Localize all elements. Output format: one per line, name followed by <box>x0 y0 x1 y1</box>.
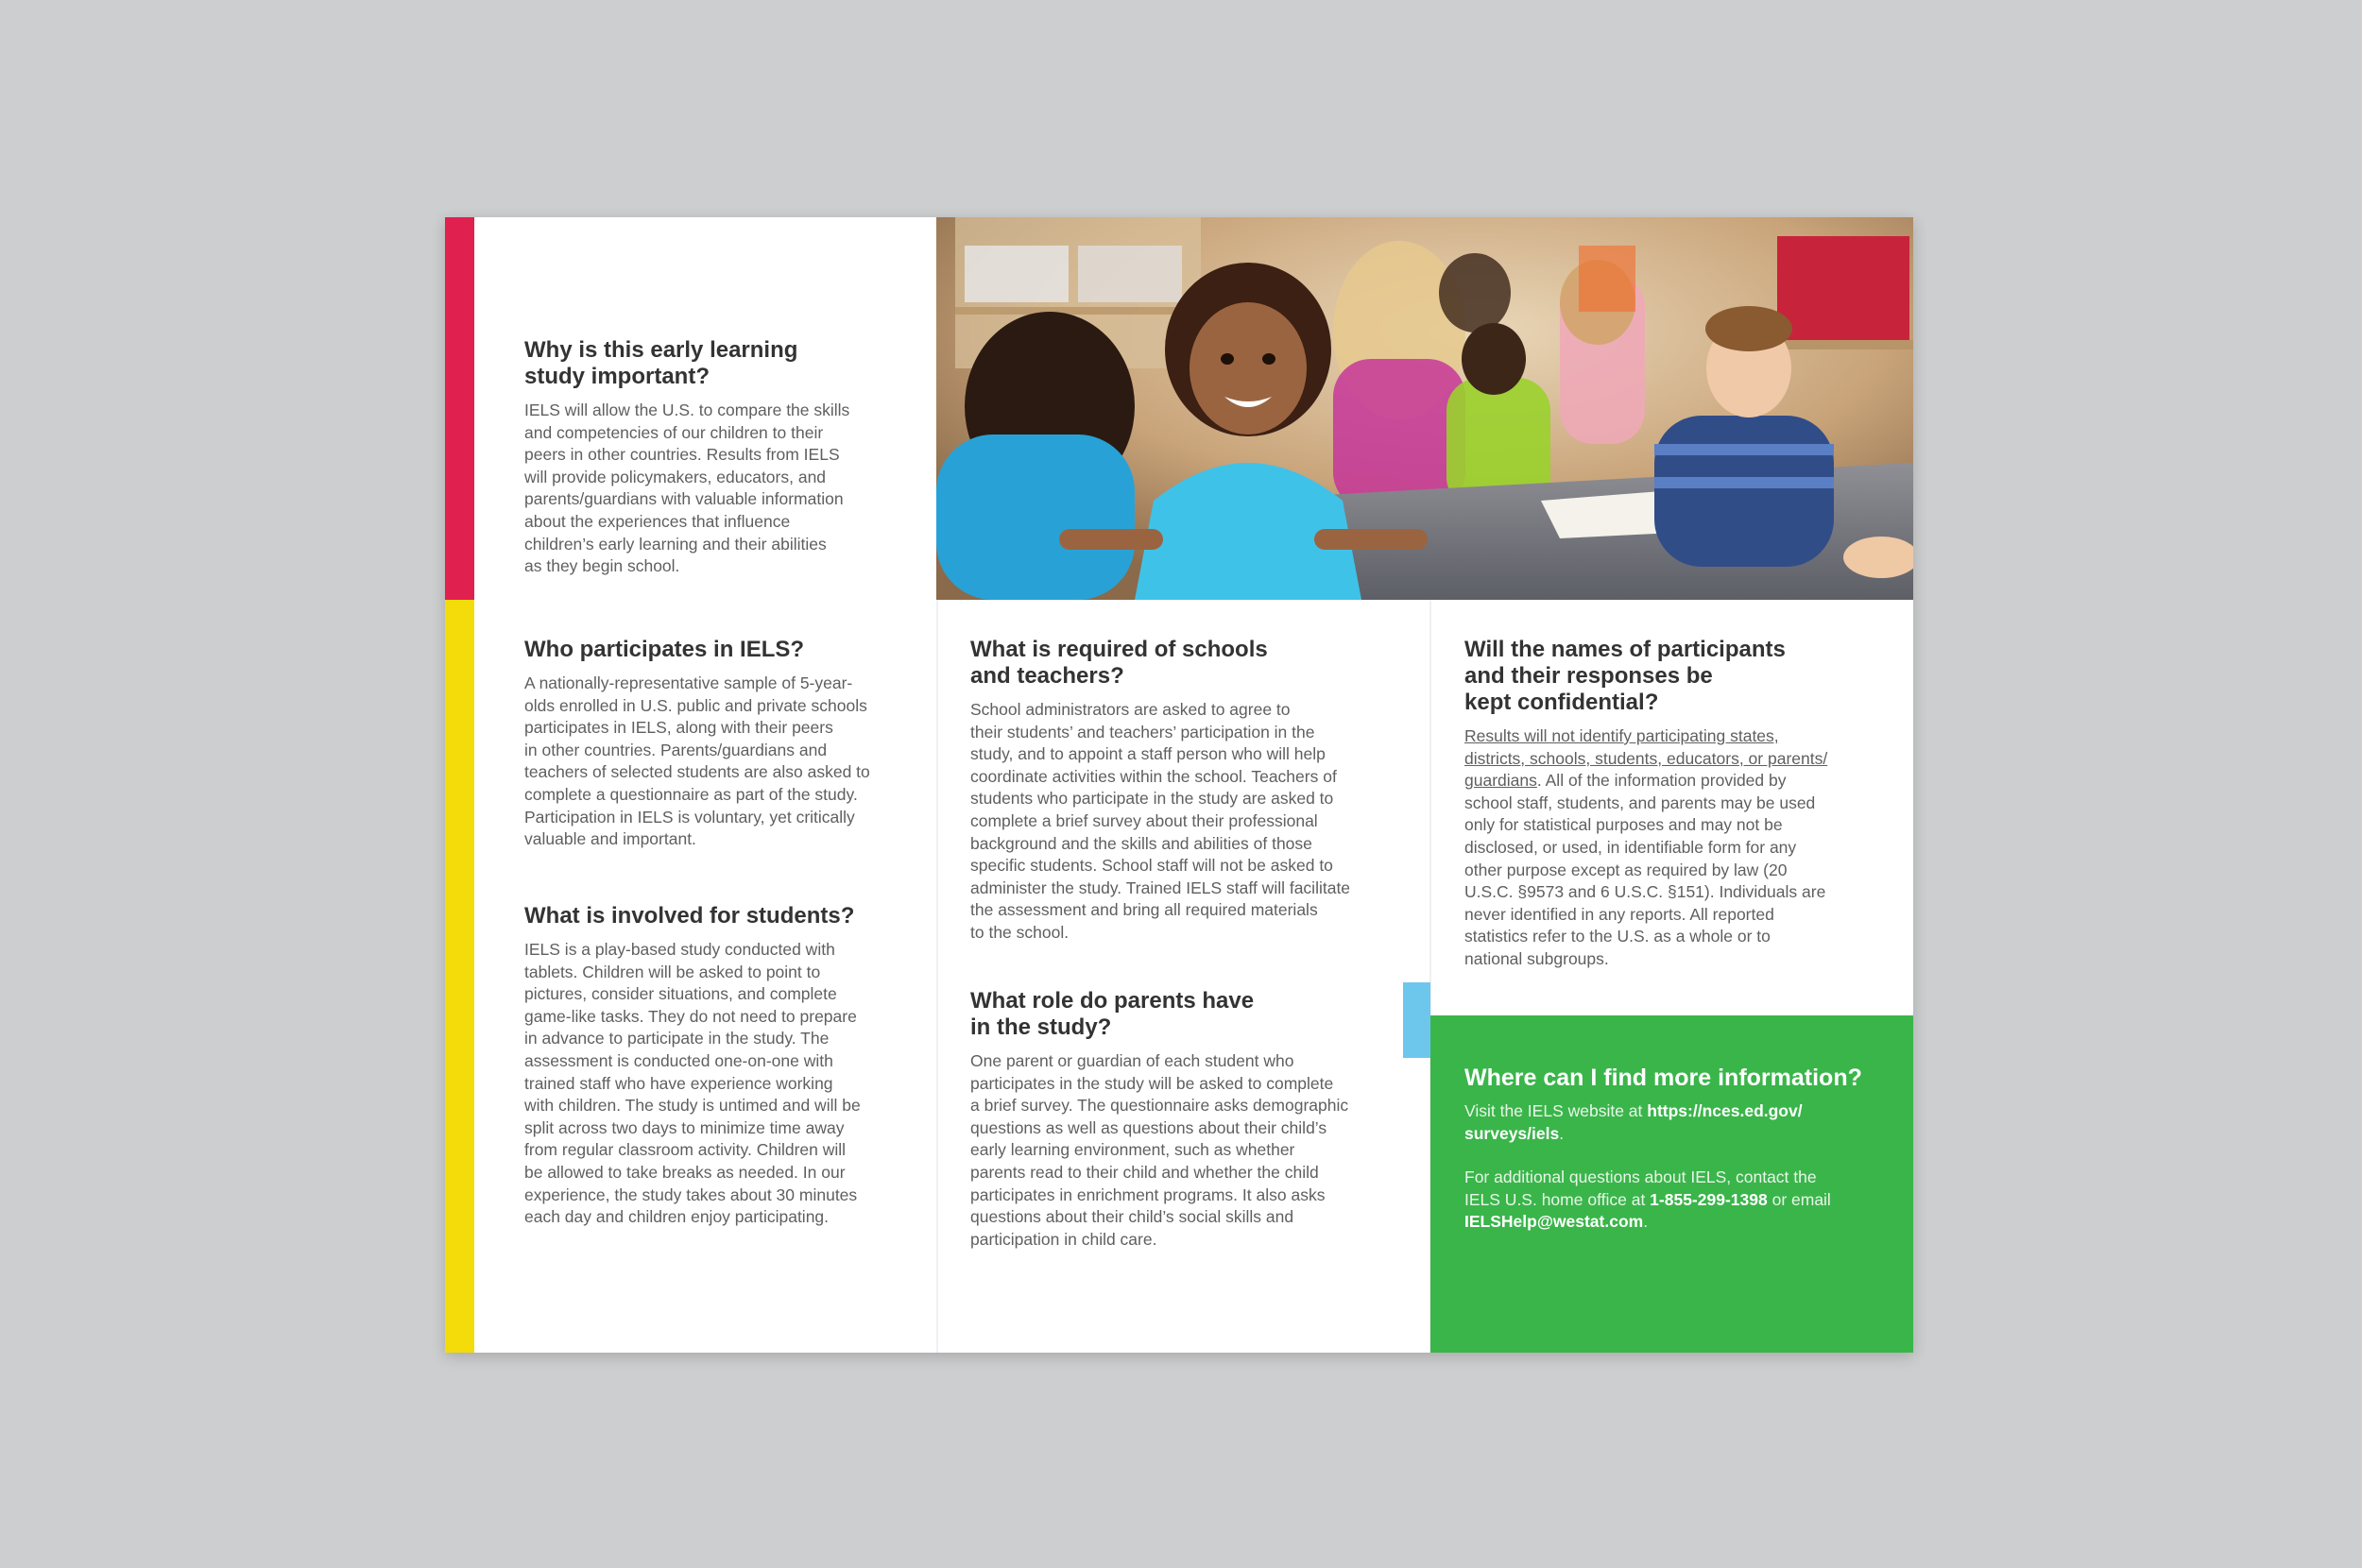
section-schools <box>970 637 1405 945</box>
body-line: children’s early learning and their abilities <box>524 534 827 554</box>
body-line: complete a questionnaire as part of the study. <box>524 784 858 804</box>
info-box <box>1430 1015 1913 1353</box>
body-line: participates in IELS, along with their peers <box>524 718 833 738</box>
website-link[interactable]: https://nces.ed.gov/ <box>1647 1101 1803 1120</box>
section-info <box>1464 1065 1899 1234</box>
body-line: A nationally-representative sample of 5-year- <box>524 673 853 692</box>
heading-line: Why is this early learning <box>524 337 798 363</box>
students-heading: What is involved for students? <box>524 903 855 929</box>
body-line: pictures, consider situations, and complete <box>524 984 837 1004</box>
body-line: coordinate activities within the school. Teachers of <box>970 766 1337 786</box>
body-line: questions as well as questions about their child’s <box>970 1117 1327 1137</box>
body-line: olds enrolled in U.S. public and private schools <box>524 695 867 715</box>
body-line: and competencies of our children to their <box>524 422 824 442</box>
heading-line: kept confidential? <box>1464 690 1659 715</box>
importance-body <box>524 400 921 578</box>
body-line: One parent or guardian of each student who <box>970 1051 1294 1070</box>
body-line: valuable and important. <box>524 829 696 849</box>
body-line: School administrators are asked to agree to <box>970 700 1291 719</box>
body-line: . All of the information provided by <box>1536 771 1787 791</box>
body-line: other purpose except as required by law (20 <box>1464 860 1788 879</box>
body-line: For additional questions about IELS, contact the <box>1464 1167 1817 1187</box>
body-line: teachers of selected students are also asked to <box>524 762 870 782</box>
body-line: complete a brief survey about their professional <box>970 810 1318 830</box>
underlined-line: districts, schools, students, educators, or parents/ <box>1464 748 1828 768</box>
confidential-body <box>1464 725 1899 971</box>
body-line: U.S.C. §9573 and 6 U.S.C. §151). Individuals are <box>1464 882 1826 902</box>
body-line: with children. The study is untimed and will be <box>524 1096 861 1116</box>
heading-line: and their responses be <box>1464 663 1713 689</box>
heading-line: and teachers? <box>970 663 1124 689</box>
underlined-line: Results will not identify participating states, <box>1464 726 1779 745</box>
section-confidential <box>1464 637 1899 971</box>
body-line: national subgroups. <box>1464 948 1609 968</box>
body-line: Participation in IELS is voluntary, yet critically <box>524 807 855 827</box>
heading-line: What role do parents have <box>970 988 1255 1014</box>
info-contact <box>1464 1167 1899 1234</box>
body-line: as they begin school. <box>524 556 680 576</box>
body-text: . <box>1643 1212 1649 1232</box>
schools-body <box>970 699 1405 945</box>
body-line: each day and children enjoy participating. <box>524 1207 830 1227</box>
section-participants <box>524 637 921 851</box>
body-line: participation in child care. <box>970 1229 1157 1249</box>
body-line: background and the skills and abilities of those <box>970 833 1312 853</box>
body-line: in other countries. Parents/guardians and <box>524 740 828 759</box>
body-line: students who participate in the study are asked to <box>970 789 1334 809</box>
body-line: split across two days to minimize time away <box>524 1117 845 1137</box>
body-line: only for statistical purposes and may not be <box>1464 815 1783 835</box>
confidential-heading <box>1464 637 1899 716</box>
body-line: school staff, students, and parents may be used <box>1464 793 1816 812</box>
body-line: the assessment and bring all required materials <box>970 900 1318 920</box>
body-line: IELS is a play-based study conducted with <box>524 940 835 959</box>
body-line: IELS will allow the U.S. to compare the skills <box>524 401 850 419</box>
body-line: statistics refer to the U.S. as a whole or to <box>1464 927 1771 946</box>
red-accent-strip <box>445 217 474 600</box>
participants-heading: Who participates in IELS? <box>524 637 805 662</box>
body-line: their students’ and teachers’ participation in the <box>970 722 1315 741</box>
body-line: participates in the study will be asked to complete <box>970 1073 1334 1093</box>
body-line: parents/guardians with valuable information <box>524 489 844 509</box>
section-parents <box>970 988 1405 1251</box>
body-line: specific students. School staff will not be asked to <box>970 856 1333 876</box>
body-line: never identified in any reports. All reported <box>1464 904 1774 924</box>
body-line: administer the study. Trained IELS staff will facilitate <box>970 878 1351 897</box>
body-line: early learning environment, such as whether <box>970 1140 1295 1160</box>
classroom-children-photo <box>936 217 1913 600</box>
info-heading: Where can I find more information? <box>1464 1065 1862 1091</box>
body-text: Visit the IELS website at <box>1464 1101 1648 1120</box>
body-line: game-like tasks. They do not need to prepare <box>524 1006 857 1026</box>
heading-line: study important? <box>524 364 710 389</box>
section-students <box>524 903 921 1229</box>
schools-heading <box>970 637 1405 690</box>
body-text: IELS U.S. home office at <box>1464 1189 1651 1209</box>
email-link[interactable]: IELSHelp@westat.com <box>1464 1212 1644 1232</box>
brochure-page <box>445 217 1913 1353</box>
body-line: tablets. Children will be asked to point to <box>524 962 821 981</box>
body-line: questions about their child’s social skills and <box>970 1207 1294 1227</box>
students-body <box>524 939 921 1229</box>
body-text: or email <box>1767 1189 1831 1209</box>
body-line: trained staff who have experience working <box>524 1073 833 1093</box>
body-line: parents read to their child and whether the child <box>970 1162 1319 1182</box>
section-importance <box>524 337 921 578</box>
underlined-word: guardians <box>1464 771 1537 791</box>
heading-line: What is required of schools <box>970 637 1268 662</box>
body-line: experience, the study takes about 30 minutes <box>524 1185 858 1204</box>
body-line: a brief survey. The questionnaire asks demographic <box>970 1096 1349 1116</box>
blue-accent-tab <box>1403 982 1430 1058</box>
body-line: from regular classroom activity. Children will <box>524 1140 847 1160</box>
body-line: be allowed to take breaks as needed. In our <box>524 1162 846 1182</box>
body-line: study, and to appoint a staff person who will help <box>970 744 1326 764</box>
website-link[interactable]: surveys/iels <box>1464 1123 1560 1143</box>
body-line: peers in other countries. Results from IELS <box>524 445 840 465</box>
body-text: . <box>1559 1123 1565 1143</box>
body-line: to the school. <box>970 922 1070 942</box>
parents-heading <box>970 988 1405 1041</box>
parents-body <box>970 1050 1405 1251</box>
body-line: disclosed, or used, in identifiable form for any <box>1464 837 1797 857</box>
heading-line: Will the names of participants <box>1464 637 1786 662</box>
phone-number[interactable]: 1-855-299-1398 <box>1650 1189 1768 1209</box>
body-line: assessment is conducted one-on-one with <box>524 1050 833 1070</box>
participants-body <box>524 673 921 851</box>
body-line: participates in enrichment programs. It also asks <box>970 1185 1326 1204</box>
heading-line: in the study? <box>970 1014 1112 1040</box>
importance-heading <box>524 337 921 390</box>
panel-fold-left <box>936 600 938 1353</box>
body-line: in advance to participate in the study. The <box>524 1029 830 1048</box>
body-line: will provide policymakers, educators, and <box>524 467 827 486</box>
body-line: about the experiences that influence <box>524 511 791 531</box>
yellow-accent-strip <box>445 600 474 1353</box>
info-website <box>1464 1100 1899 1145</box>
